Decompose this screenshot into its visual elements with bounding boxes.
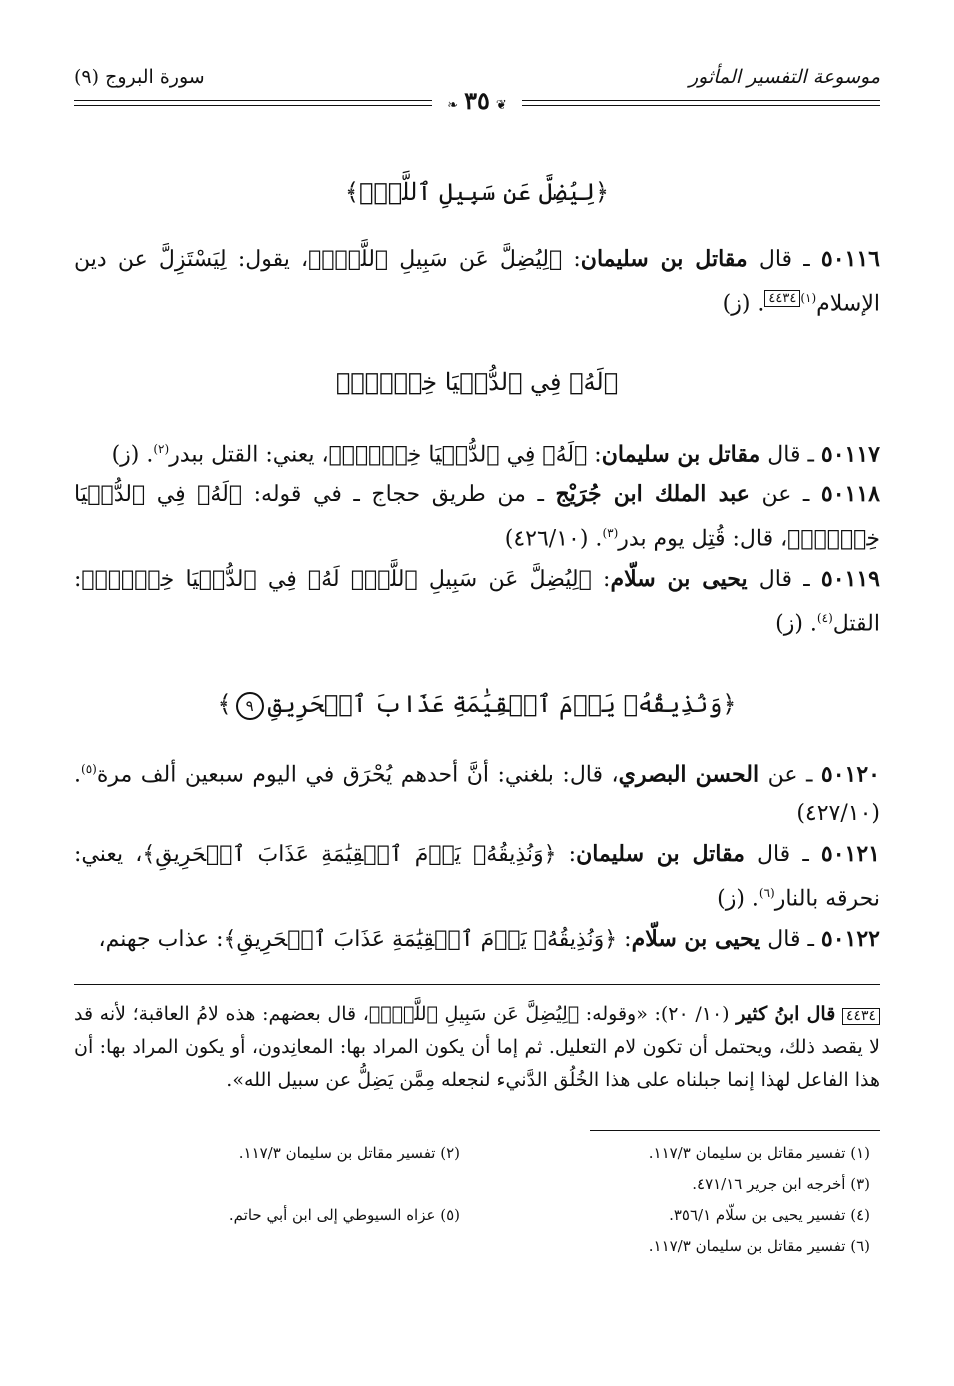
commentary-text: (١٠/ ٢٠): «وقوله: ﴿لِيُضِلَّ عَن سَبِيلِ ٱللَّهِۖ﴾، قال بعضهم: هذه لامُ العاقبة؛ لأنه قد لا يقصد ذلك، ويحتمل أن تكون لام التعليل. ثم إما أن يكون المراد بها: المعانِدون، أو يكون المراد بها: أن هذا الفاعل لهذا إنما جبلناه على هذا الخُلُق الدَّنيء لنجعله مِمَّن يَضِلُّ عن سبيل الله». xyxy=(74,1003,880,1091)
book-page xyxy=(74,50,880,1350)
entry-text: : ﴿لِيُضِلَّ عَن سَبِيلِ ٱللَّهِۖ﴾، يقول: لِيَسْتَزِلَّ عن دين الإسلام xyxy=(74,247,880,317)
narrator-name: يحيى بن سلّام xyxy=(610,566,748,592)
commentary-author: قال ابنُ كثير xyxy=(736,1003,836,1025)
footnote-separator xyxy=(590,1130,880,1131)
entry-number: ٥٠١١٧ xyxy=(820,441,880,468)
footnote-3: (٣) أخرجه ابن جرير ٤٧١/١٦. xyxy=(692,1175,870,1193)
entry-50120 xyxy=(74,750,880,833)
entry-number: ٥٠١١٨ xyxy=(820,481,880,507)
entry-50118 xyxy=(74,475,880,558)
verse-heading xyxy=(74,690,880,720)
narrator-name: مقاتل بن سليمان xyxy=(576,841,745,867)
entry-source: . (٤٢٧/١٠) xyxy=(74,762,880,827)
entry-text: : ﴿وَنُذِيقُهُۥ يَوۡمَ ٱلۡقِيَٰمَةِ عَذَابَ ٱلۡحَرِيقِ﴾، يعني: نحرقه بالنار xyxy=(74,842,880,912)
verse-number-marker: ٩ xyxy=(236,692,264,720)
entry-text: ـ قال xyxy=(760,927,821,952)
book-title: موسوعة التفسير المأثور xyxy=(688,66,880,88)
entry-text: ـ من طريق حجاج ـ في قوله: ﴿لَهُۥ فِي ٱلدُّنۡيَا خِزۡيٞۖ﴾، قال: قُتِل يوم بدر xyxy=(74,482,880,552)
footnote-6: (٦) تفسير مقاتل بن سليمان ١١٧/٣. xyxy=(648,1237,870,1255)
verse-heading: ﴿لَهُۥ فِي ٱلدُّنۡيَا خِزۡيٞۖ﴾ xyxy=(335,368,619,396)
footnote-marker[interactable]: (٣) xyxy=(602,526,619,540)
verse-close-bracket: ﴾ xyxy=(217,690,232,718)
footnote-4: (٤) تفسير يحيى بن سلّام ٣٥٦/١. xyxy=(669,1206,870,1224)
ornament-icon: ❧ xyxy=(447,98,459,113)
entry-text: : ﴿لَهُۥ فِي ٱلدُّنۡيَا خِزۡيٞۖ﴾، يعني: القتل ببدر xyxy=(169,442,602,468)
commentary-ref-box[interactable]: ٤٤٣٤ xyxy=(764,290,800,307)
entry-50121 xyxy=(74,835,880,918)
entry-number: ٥٠١٢٠ xyxy=(820,761,880,788)
entry-50122 xyxy=(74,920,880,959)
entry-50117 xyxy=(74,430,880,474)
commentary-block xyxy=(74,998,880,1097)
footnote-1: (١) تفسير مقاتل بن سليمان ١١٧/٣. xyxy=(648,1144,870,1162)
entry-text: ـ قال xyxy=(744,842,821,867)
entry-text: : ﴿وَنُذِيقُهُۥ يَوۡمَ ٱلۡقِيَٰمَةِ عَذَابَ ٱلۡحَرِيقِ﴾: عذاب جهنم، xyxy=(98,927,632,952)
footnote-marker[interactable]: (١) xyxy=(800,291,817,305)
narrator-name: عبد الملك ابن جُرَيْج xyxy=(555,481,750,507)
entry-text: ـ قال xyxy=(747,567,821,592)
entry-source: . (ز) xyxy=(775,611,817,637)
entry-50116 xyxy=(74,240,880,323)
entry-source: . (ز) xyxy=(717,886,759,912)
commentary-ref-box: ٤٤٣٤ xyxy=(842,1008,880,1025)
verse-text: ﴿وَنُذِيقُهُۥ يَوۡمَ ٱلۡقِيَٰمَةِ عَذَابَ ٱلۡحَرِيقِ xyxy=(267,690,737,718)
surah-label: سورة البروج (٩) xyxy=(74,66,205,88)
entry-text: : ﴿لِيُضِلَّ عَن سَبِيلِ ٱللَّهِۖ لَهُۥ فِي ٱلدُّنۡيَا خِزۡيٞۖ﴾: القتل xyxy=(74,567,880,637)
entry-source: . (ز) xyxy=(722,291,765,317)
entry-number: ٥٠١٢١ xyxy=(820,841,880,867)
entry-number: ٥٠١١٦ xyxy=(820,246,880,272)
entry-text: ـ قال xyxy=(747,247,821,272)
entry-source: . (ز) xyxy=(111,442,154,468)
entry-text: ، قال: بلغني: أنَّ أحدهم يُحْرَق في اليوم سبعين ألف مرة xyxy=(96,762,619,788)
ornament-icon: ❦ xyxy=(495,98,507,113)
entry-text: ـ عن xyxy=(749,482,821,507)
page-number-line xyxy=(74,86,880,121)
page-number: ٣٥ xyxy=(464,86,490,115)
footnote-marker[interactable]: (٦) xyxy=(758,886,775,900)
footnote-5: (٥) عزاه السيوطي إلى ابن أبي حاتم. xyxy=(228,1206,460,1224)
entry-text: ـ عن xyxy=(759,762,821,788)
narrator-name: مقاتل بن سليمان xyxy=(601,441,761,468)
verse-heading: ﴿لِيُضِلَّ عَن سَبِيلِ ٱللَّهِۖ﴾ xyxy=(344,178,610,206)
footnote-marker[interactable]: (٤) xyxy=(816,611,833,625)
entry-source: . (٤٢٦/١٠) xyxy=(504,526,603,552)
narrator-name: مقاتل بن سليمان xyxy=(580,246,748,272)
entry-number: ٥٠١٢٢ xyxy=(820,926,880,952)
commentary-separator xyxy=(74,984,880,985)
narrator-name: الحسن البصري xyxy=(618,761,760,788)
footnote-2: (٢) تفسير مقاتل بن سليمان ١١٧/٣. xyxy=(238,1144,460,1162)
entry-50119 xyxy=(74,560,880,643)
narrator-name: يحيى بن سلّام xyxy=(631,926,761,952)
entry-text: ـ قال xyxy=(760,442,821,468)
footnote-marker[interactable]: (٥) xyxy=(81,762,97,776)
footnote-marker[interactable]: (٢) xyxy=(153,442,170,456)
entry-number: ٥٠١١٩ xyxy=(820,566,880,592)
